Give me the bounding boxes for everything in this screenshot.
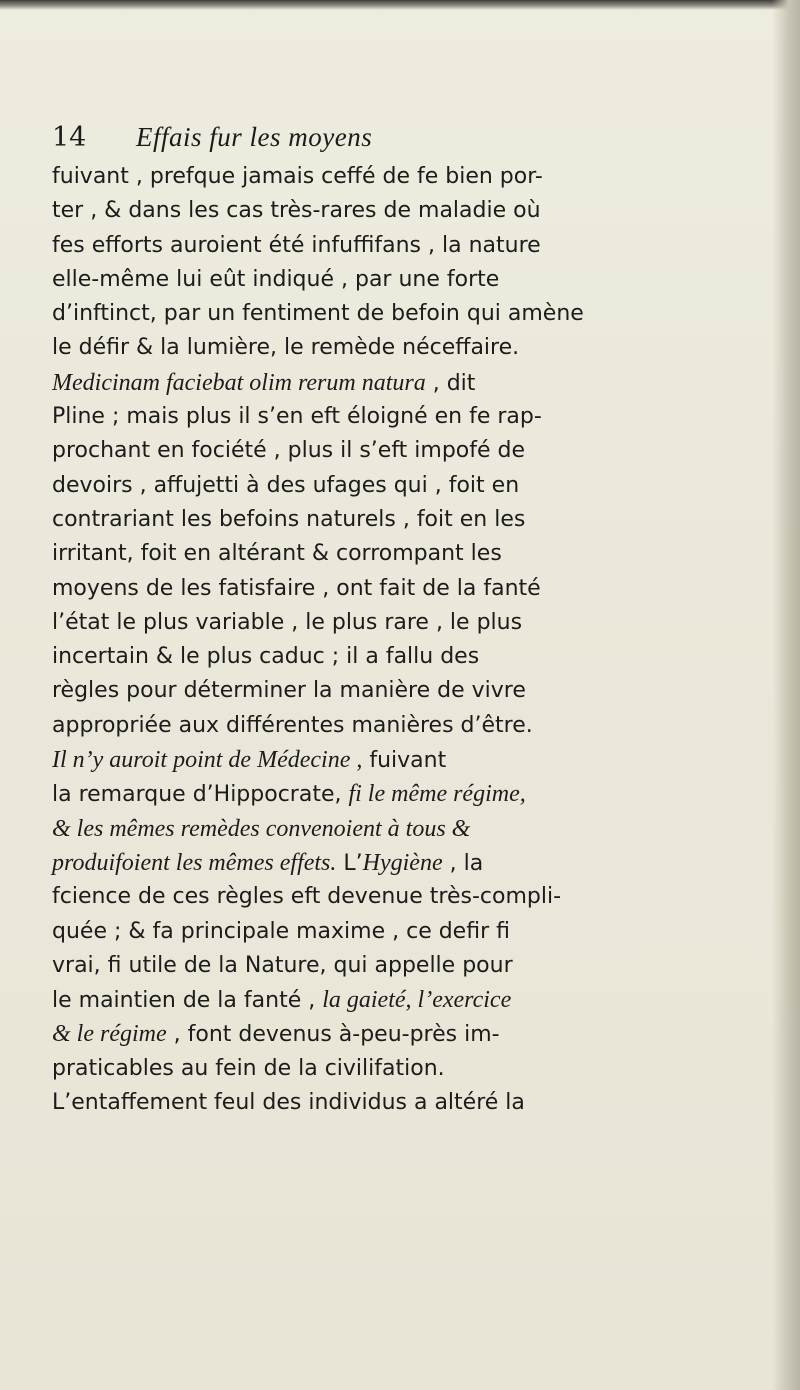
text-line (52, 229, 768, 263)
text-line (52, 331, 768, 365)
text-segment: vrai, fi utile de la Nature, qui appelle pour (52, 952, 513, 978)
text-segment: fuivant (362, 748, 447, 774)
text-segment: elle-même lui eût indiqué , par une forte (52, 266, 500, 292)
text-line (52, 606, 768, 640)
italic-text: produifoient les mêmes effets. (52, 849, 337, 876)
text-segment: L’entaffement feul des individus a altéré la (52, 1090, 525, 1116)
page-curl-shadow (772, 0, 800, 1390)
text-segment: fuivant , prefque jamais ceffé de fe bien por- (52, 164, 543, 189)
text-segment: fes efforts auroient été infuffifans , la nature (52, 232, 541, 258)
text-line (52, 880, 768, 914)
text-segment: , font devenus à-peu-près im- (166, 1022, 500, 1048)
text-segment: appropriée aux différentes manières d’être. (52, 712, 533, 738)
text-line (52, 915, 768, 949)
text-segment: quée ; & fa principale maxime , ce defir fi (52, 918, 510, 944)
running-title: Effais fur les moyens (136, 122, 373, 152)
text-segment: l’état le plus variable , le plus rare , le plus (52, 609, 523, 635)
text-line (52, 469, 768, 503)
text-line (52, 743, 768, 777)
text-segment: le défir & la lumière, le remède néceffaire. (52, 335, 520, 361)
text-line (52, 503, 768, 537)
text-line (52, 812, 768, 846)
text-segment: moyens de les fatisfaire , ont fait de la fanté (52, 575, 541, 601)
text-line (52, 297, 768, 331)
text-line (52, 777, 768, 811)
text-segment: le maintien de la fanté , (52, 988, 323, 1014)
text-segment: devoirs , affujetti à des ufages qui , foit en (52, 472, 520, 498)
text-segment: règles pour déterminer la manière de vivre (52, 678, 526, 704)
text-line (52, 537, 768, 571)
italic-text: fi le même régime, (348, 781, 526, 808)
italic-text: Medicinam faciebat olim rerum natura (52, 369, 426, 396)
text-segment: praticables au fein de la civilifation. (52, 1055, 445, 1081)
text-segment: prochant en fociété , plus il s’eft impofé de (52, 438, 526, 464)
text-line (52, 1017, 768, 1051)
text-line (52, 366, 768, 400)
text-line (52, 263, 768, 297)
text-line (52, 674, 768, 708)
text-line (52, 1052, 768, 1086)
text-line (52, 1086, 768, 1120)
body-text (52, 160, 768, 1120)
text-segment: Pline ; mais plus il s’en eft éloigné en fe rap- (52, 404, 542, 430)
italic-text: la gaieté, l’exercice (322, 987, 512, 1014)
text-segment: contrariant les befoins naturels , foit en les (52, 506, 526, 532)
text-segment: incertain & le plus caduc ; il a fallu des (52, 644, 480, 670)
top-edge-shadow (0, 0, 800, 10)
text-line (52, 160, 768, 194)
text-line (52, 949, 768, 983)
italic-text: & les mêmes remèdes convenoient à tous & (52, 815, 471, 842)
italic-text: Hygiène (362, 849, 443, 876)
text-segment: d’inftinct, par un fentiment de befoin qui amène (52, 301, 584, 327)
text-segment: , la (442, 850, 484, 876)
italic-text: & le régime (52, 1021, 167, 1048)
text-segment: L’ (336, 850, 363, 876)
text-segment: la remarque d’Hippocrate, (52, 782, 349, 808)
text-line (52, 400, 768, 434)
text-line (52, 983, 768, 1017)
text-line (52, 434, 768, 468)
text-segment: ter , & dans les cas très-rares de maladie où (52, 198, 541, 224)
text-segment: fcience de ces règles eft devenue très-compli- (52, 884, 562, 910)
text-line (52, 640, 768, 674)
italic-text: Il n’y auroit point de Médecine , (52, 747, 363, 774)
text-segment: irritant, foit en altérant & corrompant les (52, 541, 502, 567)
text-line (52, 846, 768, 880)
text-segment: , dit (425, 370, 476, 396)
text-line (52, 709, 768, 743)
text-line (52, 194, 768, 228)
text-line (52, 572, 768, 606)
page-number: 14 (52, 122, 87, 153)
